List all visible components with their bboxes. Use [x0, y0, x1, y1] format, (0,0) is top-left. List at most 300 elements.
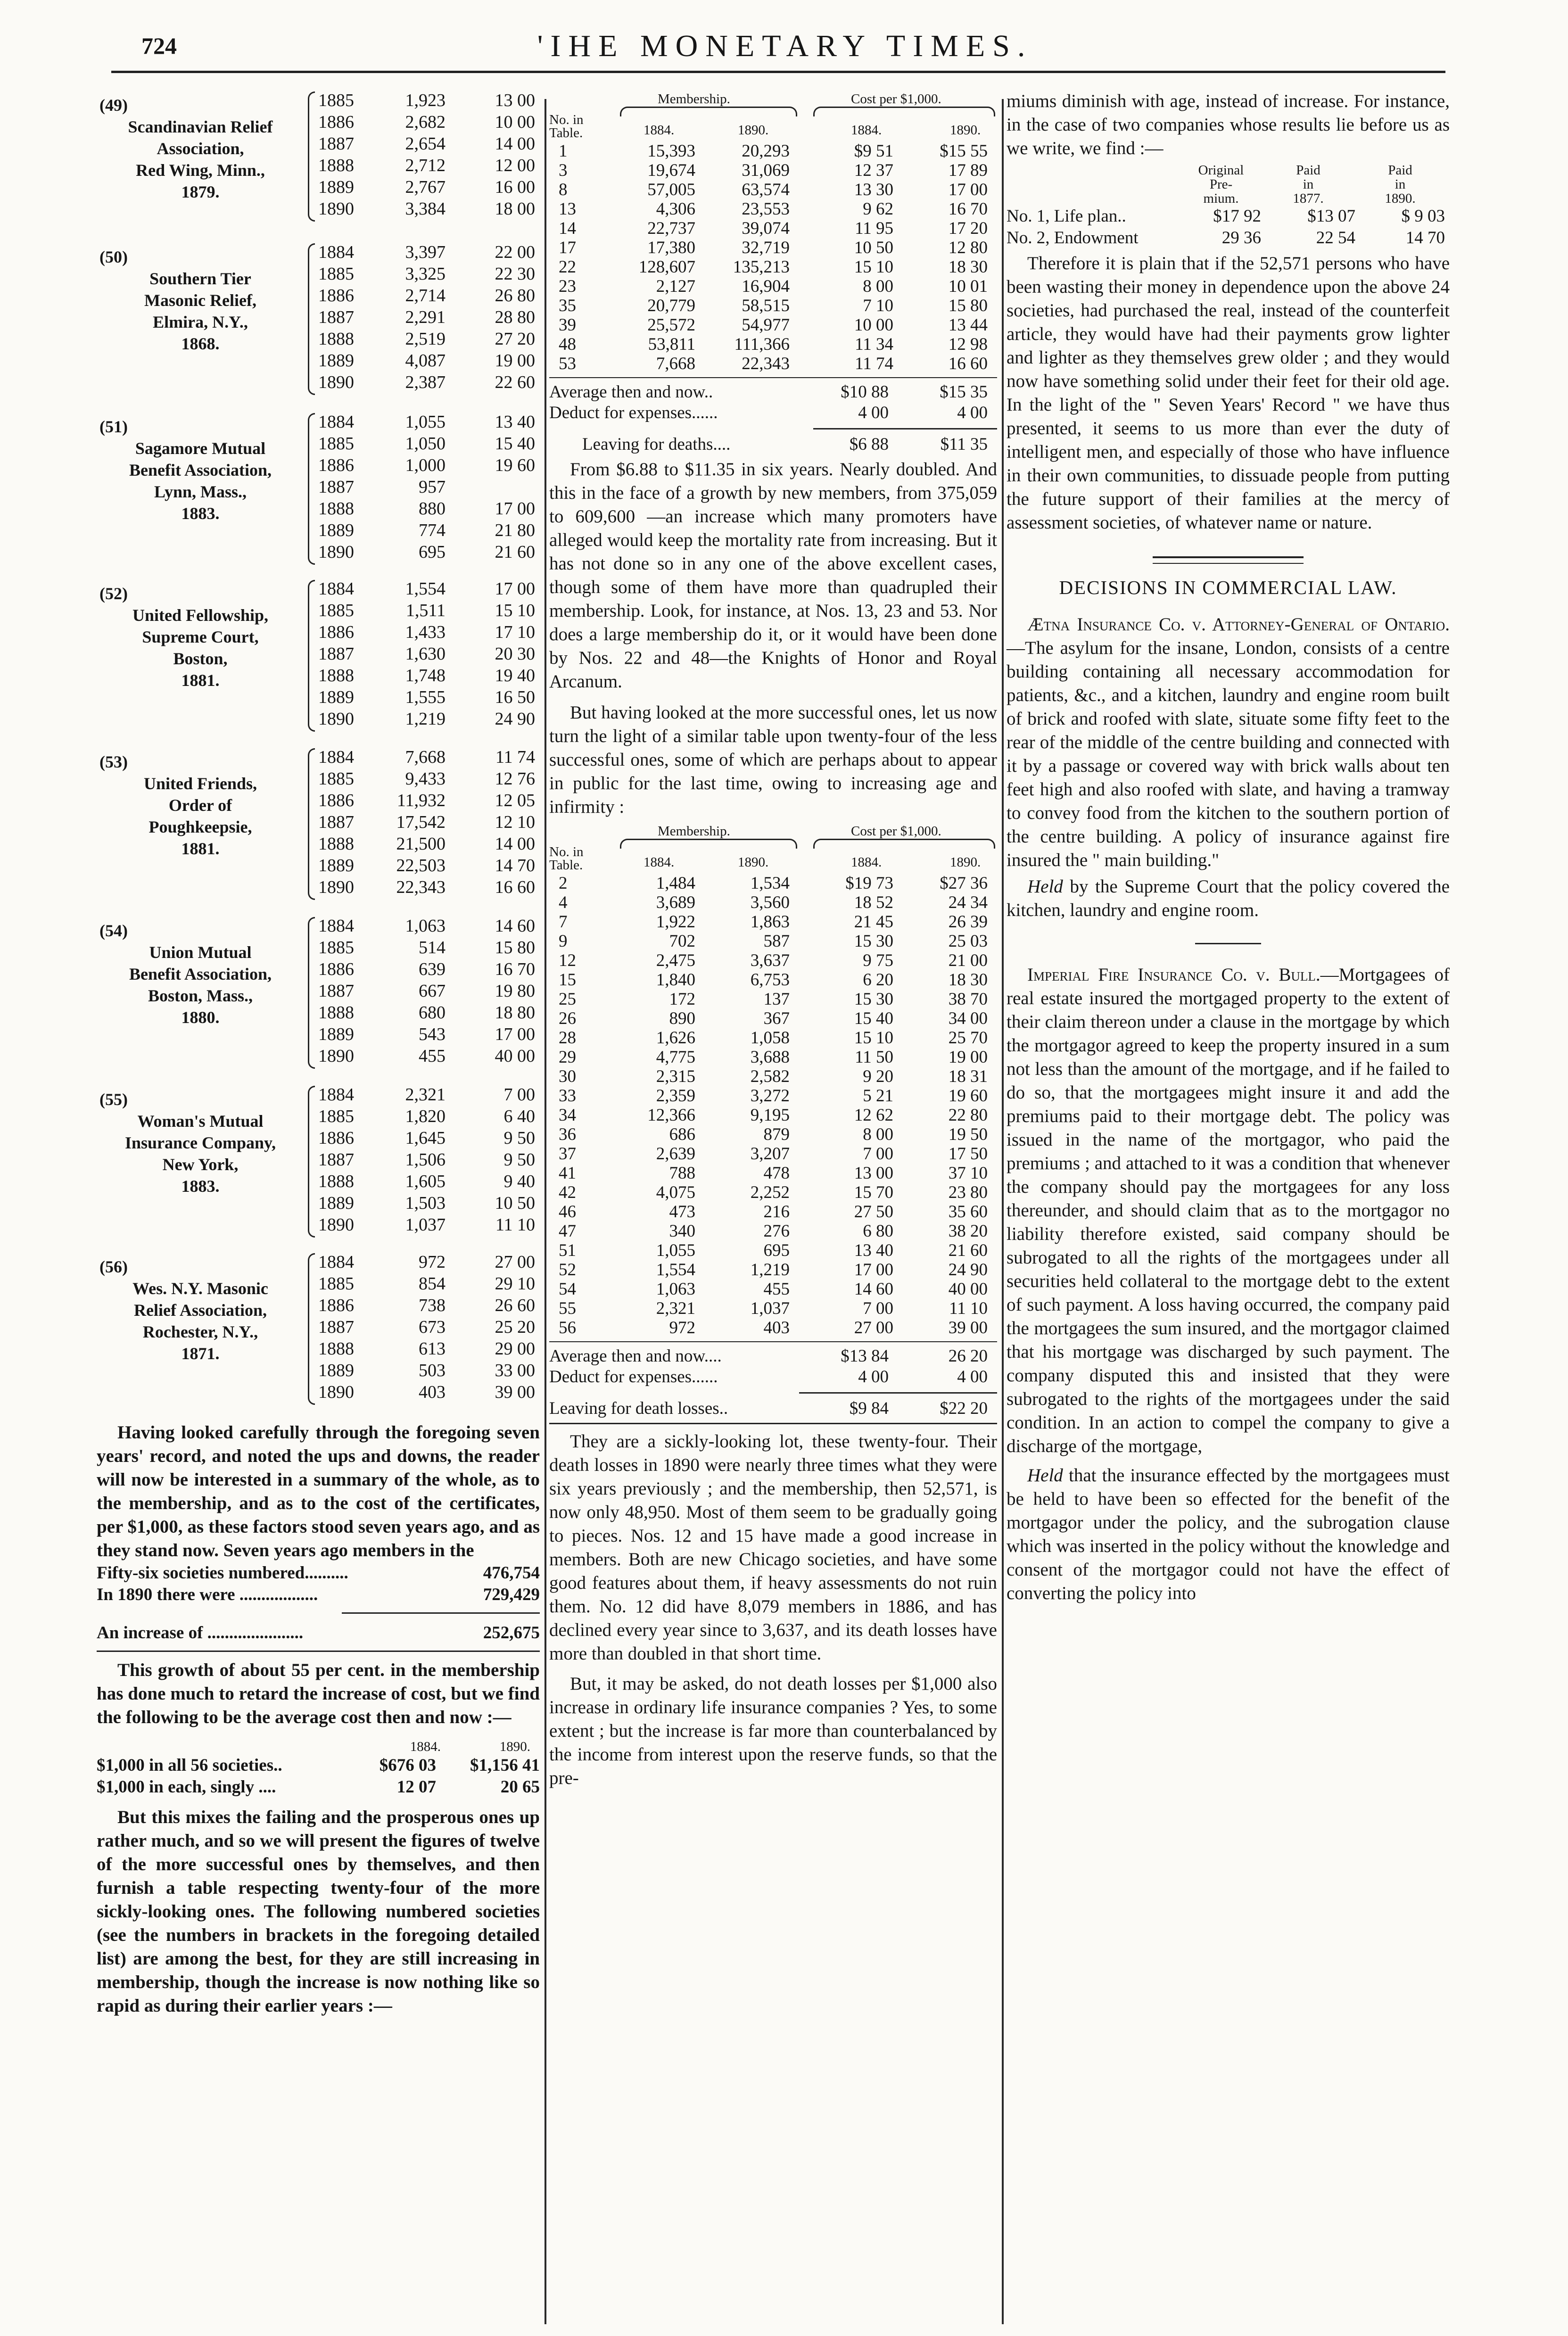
table-no: 3	[559, 161, 568, 180]
cost-cell: 12 10	[495, 812, 535, 832]
cost-cell: 21 80	[495, 520, 535, 540]
members-cell: 639	[419, 959, 446, 979]
case-2-text: —Mortgagees of real estate insured the mortgaged property to the extent of their claim thereon under a clause in the mortgage by which the mortgagor agreed to keep the property insured in a sum not less than the amount of the mortgage, and if he failed to do so, that the mortgagees might insure it and add the premiums paid to their mortgage debt. The policy was issued in the name of the mortgagor, who paid the premiums ; and attached to it was a condition that whenever the company should pay the mortgagees for any loss thereunder, and should claim that as to the mortgagor no liability therefore existed, said company should be subrogated to all the rights of the mortgagees under all securities held collateral to the mortgage debt to the extent of such payment. A loss having occurred, the company paid the mortgagees the sum insured, and the mortgagor claimed that his mortgage was discharged by such payment. The company disputed this and insisted that they were subrogated to the rights of the mortgagees under the said condition. In an action to compel the company to give a discharge of the mortgage,	[1007, 965, 1450, 1456]
cost-1884: 15 40	[854, 1009, 893, 1028]
cost-cell: 39 00	[495, 1382, 535, 1402]
members-1890: 58,515	[742, 296, 790, 315]
table-no: 37	[559, 1144, 576, 1164]
table-row	[549, 1164, 997, 1183]
society-block	[97, 1084, 540, 1251]
table-no: 30	[559, 1067, 576, 1086]
cost-1890: 11 10	[949, 1299, 988, 1318]
members-cell: 957	[419, 477, 446, 497]
cost-cell: 12 00	[495, 156, 535, 175]
cost-1884: 11 50	[855, 1048, 893, 1067]
summary-value: 476,754	[483, 1563, 540, 1583]
table-no: 28	[559, 1028, 576, 1048]
table-row	[549, 1086, 997, 1106]
deduct-label: Deduct for expenses......	[549, 403, 718, 422]
members-cell: 2,291	[405, 307, 446, 327]
cost-cell: 24 90	[495, 709, 535, 729]
society-brace	[308, 580, 315, 732]
table-no: 56	[559, 1318, 576, 1337]
cost-cell: 11 74	[495, 747, 535, 767]
cost-1884: 12 62	[854, 1106, 893, 1125]
table-row	[549, 277, 997, 296]
society-row	[318, 133, 540, 155]
table-end-rule	[549, 377, 997, 378]
year-cell: 1888	[318, 329, 354, 349]
cost-cell: 18 80	[495, 1003, 535, 1023]
table-no: 13	[559, 199, 576, 219]
year-cell: 1886	[318, 959, 354, 979]
cost-cell: 13 00	[495, 91, 535, 110]
society-name	[97, 94, 304, 203]
members-cell: 543	[419, 1024, 446, 1044]
cost-1884: 10 50	[854, 238, 893, 257]
table-no: 17	[559, 238, 576, 257]
members-cell: 1,630	[405, 644, 446, 664]
table-no: 4	[559, 893, 568, 912]
members-cell: 613	[419, 1339, 446, 1359]
table-row	[549, 1009, 997, 1028]
table1-leaving-row	[549, 434, 997, 455]
summary-paragraph-3: But this mixes the failing and the prosperous ones up rather much, and so we will present the figures of twelve of the more successful ones by themselves, and then furnish a table respecting twenty-four of the more sickly-looking ones. The following numbered societies (see the numbers in brackets in the foregoing detailed list) are among the best, for they are still increasing in membership, though the increase is now nothing like so rapid as during their earlier years :—	[97, 1807, 540, 2016]
society-row	[318, 111, 540, 133]
cost-1884: 12 37	[854, 161, 893, 180]
society-name-line: Scandinavian Relief	[128, 117, 273, 136]
members-1884: 890	[669, 1009, 695, 1028]
society-row	[318, 1192, 540, 1214]
members-1884: 20,779	[647, 296, 695, 315]
society-row	[318, 746, 540, 768]
cost-1890: 15 80	[948, 296, 988, 315]
members-1884: 686	[669, 1125, 695, 1144]
members-cell: 972	[419, 1252, 446, 1272]
society-name-line: Lynn, Mass.,	[154, 482, 247, 501]
year-cell: 1885	[318, 601, 354, 620]
society-table	[318, 241, 540, 393]
avg-label: Average then and now..	[549, 382, 713, 402]
society-brace	[308, 748, 315, 900]
members-1884: 2,475	[656, 951, 695, 970]
society-block	[97, 411, 540, 578]
year-cell: 1886	[318, 1296, 354, 1315]
society-row	[318, 1251, 540, 1273]
cost-1884: 21 45	[854, 912, 893, 932]
table-row	[549, 1028, 997, 1048]
cost-1890: $1,156 41	[470, 1756, 540, 1775]
cost-1890: 18 31	[948, 1067, 988, 1086]
members-cell: 503	[419, 1361, 446, 1380]
year-cell: 1887	[318, 477, 354, 497]
table-row	[549, 1299, 997, 1318]
cost-cell: 14 60	[495, 916, 535, 936]
table-no: 54	[559, 1279, 576, 1299]
society-row	[318, 768, 540, 790]
members-1884: 2,359	[656, 1086, 695, 1106]
case-2-paragraph	[1007, 963, 1450, 1458]
members-1884: 1,055	[656, 1241, 695, 1260]
members-cell: 1,050	[405, 434, 446, 454]
table-no: 15	[559, 970, 576, 990]
table-header	[549, 822, 997, 874]
cost-1884: 10 00	[854, 315, 893, 335]
society-name-line: Association,	[157, 139, 244, 158]
table-no: 47	[559, 1222, 576, 1241]
society-name-line: Insurance Company,	[124, 1133, 276, 1152]
cost-1890: 34 00	[948, 1009, 988, 1028]
members-1890: 54,977	[742, 315, 790, 335]
case-2-held-label: Held	[1027, 1465, 1063, 1486]
members-cell: 455	[419, 1046, 446, 1066]
cost-cell: 15 80	[495, 938, 535, 958]
members-cell: 2,712	[405, 156, 446, 175]
cost-1884: 9 75	[863, 951, 893, 970]
deduct-1890: 4 00	[957, 403, 988, 422]
members-1890: 1,219	[750, 1260, 790, 1279]
table-row	[549, 257, 997, 277]
members-1890: 16,904	[742, 277, 790, 296]
society-row	[318, 643, 540, 665]
case-1-text: —The asylum for the insane, London, consists of a centre building containing all necessary accommodation for patients, &c., and a kitchen, laundry and engine room built of brick and roofed with slate, situate some fifty feet to the rear of the middle of the centre building and connected with it by a passage or covered way with brick walls about ten feet high and also roofed with slate, and having a tramway to convey food from the kitchen to the southern portion of the centre building. A policy of insurance against fire insured the " main building."	[1007, 638, 1450, 870]
year-cell: 1884	[318, 412, 354, 432]
cost-1884: 18 52	[854, 893, 893, 912]
table-no: 22	[559, 257, 576, 277]
society-row	[318, 1084, 540, 1106]
society-row	[318, 578, 540, 600]
avg-1884: $13 84	[841, 1346, 889, 1366]
members-1884: 12,366	[647, 1106, 695, 1125]
cost-cell: 14 00	[495, 134, 535, 154]
cost-1890: 22 80	[948, 1106, 988, 1125]
cost-cell: 17 10	[495, 622, 535, 642]
col2-paragraph-4: But, it may be asked, do not death losses per $1,000 also increase in ordinary life insurance companies ? Yes, to some extent ; but the increase is far more than counterbalanced by the income from interest upon the reserve funds, so that the pre-	[549, 1674, 997, 1788]
year-cell: 1884	[318, 242, 354, 262]
cost-1884: 15 10	[854, 1028, 893, 1048]
table-row	[549, 180, 997, 199]
society-name	[97, 246, 304, 355]
society-row	[318, 328, 540, 350]
members-1890: 1,037	[750, 1299, 790, 1318]
table-deduct-row	[549, 1367, 997, 1387]
premium-table	[1007, 163, 1450, 249]
society-name-line: Union Mutual	[149, 943, 252, 962]
society-row	[318, 433, 540, 454]
year-cell: 1889	[318, 177, 354, 197]
cost-1890: 38 70	[948, 990, 988, 1009]
members-1890: 2,582	[750, 1067, 790, 1086]
members-cell: 4,087	[405, 351, 446, 371]
members-1890: 403	[763, 1318, 790, 1337]
society-number: (52)	[99, 584, 128, 603]
year-cell: 1889	[318, 1024, 354, 1044]
col-no-line1: No. in	[549, 112, 584, 127]
cost-row	[97, 1776, 540, 1798]
members-1890: 20,293	[742, 141, 790, 161]
cost-1890: 17 50	[948, 1144, 988, 1164]
year-cell: 1890	[318, 372, 354, 392]
table-no: 39	[559, 315, 576, 335]
society-name-line: Rochester, N.Y.,	[142, 1322, 258, 1341]
society-number: (50)	[99, 248, 128, 266]
table-no: 33	[559, 1086, 576, 1106]
members-1890: 22,343	[742, 354, 790, 373]
cost-cell: 19 80	[495, 981, 535, 1001]
members-1884: 22,737	[647, 219, 695, 238]
cost-1884: 11 74	[855, 354, 893, 373]
year-cell: 1890	[318, 1046, 354, 1066]
members-cell: 9,433	[405, 769, 446, 789]
year-cell: 1888	[318, 1172, 354, 1191]
members-1884: 1,484	[656, 874, 695, 893]
table-row	[549, 1222, 997, 1241]
table-no: 1	[559, 141, 568, 161]
year-cell: 1888	[318, 834, 354, 854]
cost-1884: 7 00	[863, 1144, 893, 1164]
members-1884: 788	[669, 1164, 695, 1183]
members-1890: 32,719	[742, 238, 790, 257]
members-1884: 15,393	[647, 141, 695, 161]
members-1890: 31,069	[742, 161, 790, 180]
society-block	[97, 1251, 540, 1417]
year-header: 1890.	[950, 123, 981, 138]
society-row	[318, 1214, 540, 1236]
cost-1890: 16 60	[948, 354, 988, 373]
table-row	[549, 951, 997, 970]
col2-paragraph-2: But having looked at the more successful ones, let us now turn the light of a similar table upon twenty-four of the less successful ones, some of which are perhaps about to appear in public for the last time, owing to increasing age and infirmity :	[549, 702, 997, 817]
premium-header-1890: Paid in 1890.	[1385, 163, 1416, 206]
table-no: 9	[559, 932, 568, 951]
society-row	[318, 811, 540, 833]
table-row	[549, 970, 997, 990]
year-cell: 1886	[318, 455, 354, 475]
summary-row	[97, 1562, 540, 1584]
table-row	[549, 912, 997, 932]
year-header: 1884.	[644, 855, 675, 870]
society-number: (53)	[99, 752, 128, 771]
society-name	[97, 416, 304, 524]
cost-1890: 24 34	[948, 893, 988, 912]
members-1884: 4,775	[656, 1048, 695, 1067]
summary-rule	[342, 1612, 540, 1614]
cost-brace	[813, 107, 995, 116]
members-1884: 53,811	[648, 335, 695, 354]
society-row	[318, 498, 540, 520]
cost-1884: 13 00	[854, 1164, 893, 1183]
society-brace	[308, 243, 315, 395]
cost-1884: 8 00	[863, 277, 893, 296]
year-header: 1884.	[851, 123, 882, 138]
column-rule-left	[545, 99, 546, 2324]
cost-cell: 9 50	[503, 1128, 535, 1148]
society-brace	[308, 1086, 315, 1238]
members-1890: 3,637	[750, 951, 790, 970]
year-cell: 1887	[318, 307, 354, 327]
cost-1890: 35 60	[948, 1202, 988, 1222]
sickly-societies-table	[549, 822, 997, 1387]
case-2-held-text: that the insurance effected by the mortgagees must be held to have been so effected for the benefit of the mortgagor under the policy, and the subrogation clause which was inserted in the policy without the knowledge and consent of the mortgagor could not have the effect of converting the policy into	[1007, 1465, 1450, 1603]
society-name-line: Order of	[168, 796, 232, 815]
column-1	[97, 90, 540, 2018]
increase-value: 252,675	[483, 1623, 540, 1643]
summary-section	[97, 1421, 540, 2018]
society-row	[318, 350, 540, 371]
society-row	[318, 155, 540, 176]
table-no: 14	[559, 219, 576, 238]
year-header: 1884.	[644, 123, 675, 138]
cost-cell: 17 00	[495, 579, 535, 599]
society-row	[318, 285, 540, 306]
year-header: 1890.	[738, 855, 769, 870]
society-block	[97, 90, 540, 241]
society-row	[318, 915, 540, 937]
members-cell: 1,605	[405, 1172, 446, 1191]
table-row	[549, 238, 997, 257]
table-row	[549, 1241, 997, 1260]
membership-brace	[620, 107, 797, 116]
cost-1884: 13 40	[854, 1241, 893, 1260]
year-cell: 1890	[318, 1382, 354, 1402]
cost-cell: 17 00	[495, 1024, 535, 1044]
cost-cell: 13 40	[495, 412, 535, 432]
cost-1890: 18 30	[948, 970, 988, 990]
avg-1884: $10 88	[841, 382, 889, 402]
members-1890: 587	[763, 932, 790, 951]
members-1884: 2,315	[656, 1067, 695, 1086]
table-row	[549, 296, 997, 315]
members-1884: 25,572	[647, 315, 695, 335]
cost-cell: 9 50	[503, 1150, 535, 1170]
society-row	[318, 454, 540, 476]
cost-1884: 15 10	[854, 257, 893, 277]
members-1884: 1,922	[656, 912, 695, 932]
case-1-paragraph	[1007, 613, 1450, 872]
summary-label: In 1890 there were ..................	[97, 1585, 318, 1604]
society-name-line: Boston, Mass.,	[148, 986, 253, 1005]
leaving-label: Leaving for deaths....	[582, 435, 731, 454]
cost-1890: 25 70	[948, 1028, 988, 1048]
membership-brace	[620, 839, 797, 849]
cost-year-1890: 1890.	[499, 1739, 530, 1754]
members-cell: 880	[419, 499, 446, 519]
cost-1890: 38 20	[948, 1222, 988, 1241]
cost-1890: 18 30	[948, 257, 988, 277]
cost-row	[97, 1755, 540, 1776]
members-cell: 1,506	[405, 1150, 446, 1170]
society-row	[318, 980, 540, 1002]
members-1890: 216	[763, 1202, 790, 1222]
members-cell: 21,500	[396, 834, 446, 854]
cost-1884: 9 62	[863, 199, 893, 219]
society-block	[97, 915, 540, 1084]
society-row	[318, 1171, 540, 1192]
members-1890: 3,272	[750, 1086, 790, 1106]
table-row	[549, 990, 997, 1009]
society-brace	[308, 413, 315, 565]
table-no: 25	[559, 990, 576, 1009]
masthead-rule	[111, 71, 1445, 73]
cost-cell: 6 40	[503, 1106, 535, 1126]
society-name-line: Red Wing, Minn.,	[136, 161, 265, 180]
premium-label: No. 1, Life plan..	[1007, 206, 1126, 226]
cost-cell: 26 60	[495, 1296, 535, 1315]
members-1890: 63,574	[742, 180, 790, 199]
society-name-line: Supreme Court,	[142, 627, 259, 646]
society-name-line: 1881.	[181, 671, 220, 690]
premium-1877: $13 07	[1307, 206, 1355, 226]
cost-1890: 17 20	[948, 219, 988, 238]
column-3	[1007, 90, 1450, 1605]
year-header: 1890.	[738, 123, 769, 138]
cost-1890: $15 55	[940, 141, 988, 161]
society-name-line: Poughkeepsie,	[149, 817, 252, 836]
members-cell: 514	[419, 938, 446, 958]
case-2-title: Imperial Fire Insurance Co. v. Bull.	[1027, 965, 1320, 985]
members-cell: 1,063	[405, 916, 446, 936]
society-name-line: Wes. N.Y. Masonic	[132, 1279, 268, 1298]
table-no: 2	[559, 874, 568, 893]
members-1890: 9,195	[750, 1106, 790, 1125]
society-row	[318, 1360, 540, 1381]
society-row	[318, 708, 540, 730]
members-1884: 2,321	[656, 1299, 695, 1318]
cost-cell: 33 00	[495, 1361, 535, 1380]
col-no-line1: No. in	[549, 844, 584, 859]
society-name-line: 1883.	[181, 504, 220, 523]
table-no: 12	[559, 951, 576, 970]
table2-leaving-row	[549, 1398, 997, 1419]
cost-label: Cost per $1,000.	[851, 91, 941, 107]
increase-label: An increase of ......................	[97, 1623, 304, 1643]
members-cell: 2,321	[405, 1085, 446, 1105]
cost-1890: 21 60	[948, 1241, 988, 1260]
table-no: 42	[559, 1183, 576, 1202]
cost-cell: 16 50	[495, 687, 535, 707]
members-cell: 2,387	[405, 372, 446, 392]
table-row	[549, 1125, 997, 1144]
society-name-line: Relief Association,	[134, 1301, 267, 1320]
table-no: 7	[559, 912, 568, 932]
deduct-label: Deduct for expenses......	[549, 1367, 718, 1387]
members-1890: 1,058	[750, 1028, 790, 1048]
table-avg-row	[549, 382, 997, 403]
summary-paragraph-1: Having looked carefully through the foregoing seven years' record, and noted the ups and downs, the reader will now be interested in a summary of the whole, as to the membership, and as to the cost of the certificates, per $1,000, as these factors stood seven years ago, and as they stand now. Seven years ago members in the	[97, 1422, 540, 1560]
members-cell: 22,343	[396, 877, 446, 897]
membership-label: Membership.	[658, 824, 730, 839]
members-1890: 455	[763, 1279, 790, 1299]
members-1884: 19,674	[647, 161, 695, 180]
cost-1890: 37 10	[948, 1164, 988, 1183]
premium-row	[1007, 206, 1450, 227]
cost-cell: 16 70	[495, 959, 535, 979]
cost-1884: 11 95	[855, 219, 893, 238]
cost-cell: 29 00	[495, 1339, 535, 1359]
cost-cell: 15 40	[495, 434, 535, 454]
table-no: 48	[559, 335, 576, 354]
table-row	[549, 141, 997, 161]
society-row	[318, 665, 540, 686]
members-cell: 1,037	[405, 1215, 446, 1235]
society-row	[318, 1106, 540, 1127]
society-number: (51)	[99, 417, 128, 436]
year-cell: 1885	[318, 434, 354, 454]
society-name	[97, 751, 304, 859]
society-name-line: Woman's Mutual	[137, 1112, 264, 1131]
society-row	[318, 790, 540, 811]
society-table	[318, 746, 540, 898]
table-row	[549, 199, 997, 219]
